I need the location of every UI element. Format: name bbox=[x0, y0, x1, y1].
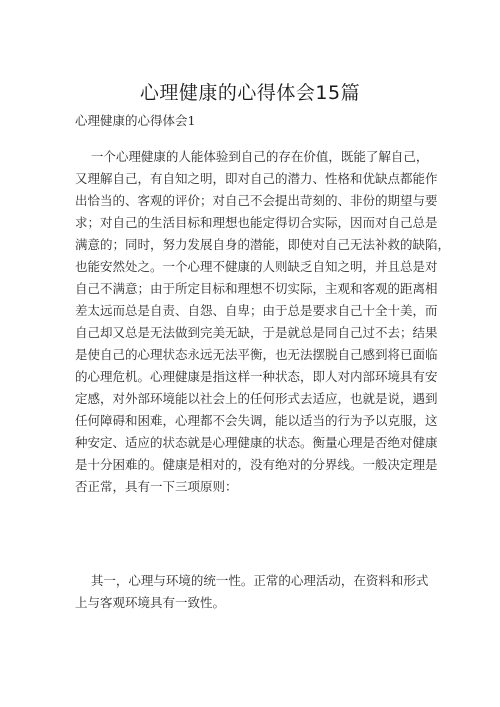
text-line: 差太远而总是自责、自怨、自卑；由于总是要求自己十全十美，而 bbox=[75, 303, 438, 318]
text-line: 又理解自己，有自知之明，即对自己的潜力、性格和优缺点都能作 bbox=[75, 171, 438, 186]
paragraph-2 bbox=[75, 570, 435, 614]
text-line: 任何障碍和困难，心理都不会失调，能以适当的行为予以克服，这 bbox=[75, 413, 438, 428]
text-line: 出恰当的、客观的评价；对自己不会提出苛刻的、非份的期望与要 bbox=[75, 193, 438, 208]
text-line: 满意的；同时，努力发展自身的潜能，即使对自己无法补救的缺陷， bbox=[75, 237, 451, 252]
text-line: 其一，心理与环境的统一性。正常的心理活动，在资料和形式 bbox=[75, 573, 429, 588]
text-line: 的心理危机。心理健康是指这样一种状态，即人对内部环境具有安 bbox=[75, 369, 438, 384]
paragraph-1 bbox=[75, 146, 451, 498]
text-line: 是十分困难的。健康是相对的，没有绝对的分界线。一般决定理是 bbox=[75, 457, 438, 472]
text-line: 一个心理健康的人能体验到自己的存在价值，既能了解自己， bbox=[75, 149, 429, 164]
text-line: 定感，对外部环境能以社会上的任何形式去适应，也就是说，遇到 bbox=[75, 391, 438, 406]
text-line: 是使自己的心理状态永远无法平衡，也无法摆脱自己感到将已面临 bbox=[75, 347, 438, 362]
text-line: 求；对自己的生活目标和理想也能定得切合实际，因而对自己总是 bbox=[75, 215, 438, 230]
text-line: 上与客观环境具有一致性。 bbox=[75, 595, 226, 610]
text-line: 否正常，具有一下三项原则： bbox=[75, 479, 238, 494]
text-line: 自己不满意；由于所定目标和理想不切实际，主观和客观的距离相 bbox=[75, 281, 438, 296]
text-line: 自己却又总是无法做到完美无缺，于是就总是同自己过不去；结果 bbox=[75, 325, 438, 340]
text-line: 种安定、适应的状态就是心理健康的状态。衡量心理是否绝对健康 bbox=[75, 435, 438, 450]
document-title: 心理健康的心得体会15篇 bbox=[139, 82, 361, 104]
section-subtitle: 心理健康的心得体会1 bbox=[75, 113, 196, 128]
text-line: 也能安然处之。一个心理不健康的人则缺乏自知之明，并且总是对 bbox=[75, 259, 438, 274]
